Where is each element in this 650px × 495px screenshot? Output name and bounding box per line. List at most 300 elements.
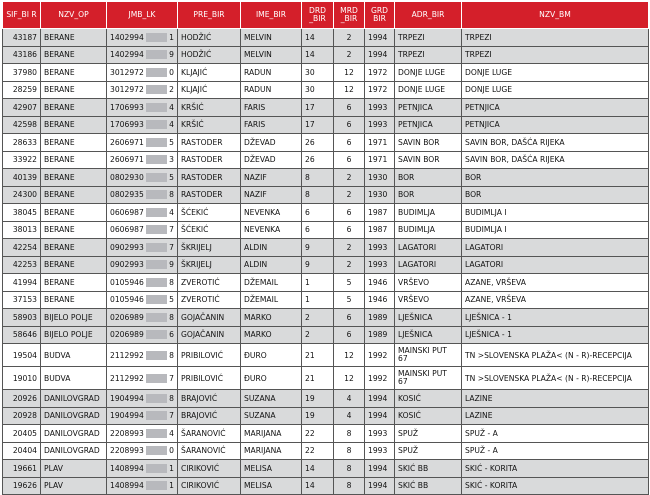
cell-jmb-lk [107,151,178,169]
header-sif-bir: SIF_BI R [3,2,41,29]
jmb-redaction [146,464,167,473]
cell-nzv-op: BERANE [41,99,107,117]
cell-nzv-bm: PETNJICA [462,116,649,134]
cell-mrd-bir: 12 [334,344,365,367]
cell-jmb-lk [107,326,178,344]
jmb-suffix: 5 [169,172,174,182]
cell-grd-bir: 1994 [365,390,395,408]
cell-mrd-bir: 4 [334,390,365,408]
cell-nzv-bm: LAZINE [462,407,649,425]
cell-grd-bir: 1992 [365,344,395,367]
cell-nzv-op: BERANE [41,274,107,292]
cell-pre-bir: RASTODER [178,134,241,152]
cell-drd-bir: 14 [302,46,334,64]
jmb-prefix: 0606987 [110,207,144,217]
cell-grd-bir: 1971 [365,134,395,152]
jmb-wrapper [110,120,174,129]
cell-sif-bir: 37980 [3,64,41,82]
jmb-redaction [146,446,167,455]
cell-ime-bir: NEVENKA [241,221,302,239]
table-row [3,407,649,425]
cell-grd-bir: 1993 [365,256,395,274]
cell-ime-bir: MELVIN [241,46,302,64]
cell-drd-bir: 2 [302,326,334,344]
jmb-redaction [146,103,167,112]
cell-drd-bir: 21 [302,367,334,390]
header-pre-bir: PRE_BIR [178,2,241,29]
cell-grd-bir: 1994 [365,477,395,495]
jmb-wrapper [110,225,174,234]
cell-jmb-lk [107,99,178,117]
table-row [3,204,649,222]
cell-mrd-bir: 8 [334,442,365,460]
jmb-suffix: 5 [169,137,174,147]
cell-sif-bir: 42907 [3,99,41,117]
cell-nzv-op: BERANE [41,81,107,99]
cell-nzv-op: PLAV [41,460,107,478]
cell-nzv-bm: BOR [462,169,649,187]
jmb-suffix: 5 [169,295,174,305]
cell-adr-bir: SKIĆ BB [395,460,462,478]
jmb-suffix: 1 [169,463,174,473]
cell-adr-bir: DONJE LUGE [395,64,462,82]
jmb-prefix: 2606971 [110,155,144,165]
cell-nzv-op: BUDVA [41,344,107,367]
jmb-prefix: 2112992 [110,350,144,360]
cell-drd-bir: 2 [302,309,334,327]
cell-grd-bir: 1992 [365,367,395,390]
cell-mrd-bir: 12 [334,81,365,99]
jmb-redaction [146,68,167,77]
jmb-prefix: 1904994 [110,411,144,421]
cell-adr-bir: PETNJICA [395,99,462,117]
jmb-wrapper [110,278,174,287]
cell-adr-bir: MAINSKI PUT 67 [395,367,462,390]
cell-nzv-bm: SAVIN BOR, DAŠĆA RIJEKA [462,151,649,169]
table-row [3,344,649,367]
cell-sif-bir: 19661 [3,460,41,478]
cell-drd-bir: 8 [302,169,334,187]
cell-ime-bir: MARKO [241,326,302,344]
jmb-wrapper [110,138,174,147]
cell-pre-bir: BRAJOVIĆ [178,390,241,408]
cell-sif-bir: 20404 [3,442,41,460]
cell-drd-bir: 21 [302,344,334,367]
table-row [3,151,649,169]
cell-mrd-bir: 6 [334,221,365,239]
cell-grd-bir: 1994 [365,46,395,64]
jmb-redaction [146,138,167,147]
cell-nzv-op: DANILOVGRAD [41,442,107,460]
jmb-wrapper [110,351,174,360]
cell-pre-bir: KRŠIĆ [178,116,241,134]
cell-jmb-lk [107,390,178,408]
cell-grd-bir: 1989 [365,309,395,327]
cell-adr-bir: LJEŠNICA [395,309,462,327]
cell-sif-bir: 43187 [3,29,41,47]
jmb-redaction [146,394,167,403]
cell-adr-bir: DONJE LUGE [395,81,462,99]
cell-pre-bir: RASTODER [178,169,241,187]
cell-mrd-bir: 8 [334,477,365,495]
jmb-redaction [146,155,167,164]
cell-pre-bir: KLJAJIĆ [178,64,241,82]
cell-pre-bir: PRIBILOVIĆ [178,344,241,367]
cell-adr-bir: SAVIN BOR [395,134,462,152]
cell-pre-bir: RASTODER [178,151,241,169]
cell-ime-bir: MARIJANA [241,442,302,460]
cell-jmb-lk [107,367,178,390]
jmb-prefix: 2606971 [110,137,144,147]
cell-sif-bir: 41994 [3,274,41,292]
cell-adr-bir: SPUŽ [395,425,462,443]
cell-mrd-bir: 8 [334,425,365,443]
cell-pre-bir: ŠĆEKIĆ [178,204,241,222]
cell-grd-bir: 1972 [365,81,395,99]
jmb-wrapper [110,394,174,403]
cell-adr-bir: VRŠEVO [395,274,462,292]
cell-nzv-bm: LAGATORI [462,256,649,274]
cell-mrd-bir: 6 [334,99,365,117]
jmb-prefix: 3012972 [110,67,144,77]
cell-nzv-bm: BUDIMLJA I [462,221,649,239]
jmb-suffix: 4 [169,102,174,112]
cell-jmb-lk [107,169,178,187]
jmb-suffix: 3 [169,155,174,165]
cell-ime-bir: NAZIF [241,169,302,187]
jmb-redaction [146,351,167,360]
table-row [3,425,649,443]
table-row [3,477,649,495]
cell-adr-bir: MAINSKI PUT 67 [395,344,462,367]
cell-nzv-bm: SKIĆ - KORITA [462,460,649,478]
cell-nzv-op: BIJELO POLJE [41,309,107,327]
cell-nzv-op: BERANE [41,29,107,47]
cell-ime-bir: MARIJANA [241,425,302,443]
jmb-wrapper [110,411,174,420]
cell-ime-bir: DŽEVAD [241,134,302,152]
cell-nzv-op: BERANE [41,256,107,274]
cell-pre-bir: HODŽIĆ [178,29,241,47]
jmb-suffix: 1 [169,32,174,42]
jmb-wrapper [110,155,174,164]
cell-mrd-bir: 5 [334,274,365,292]
jmb-suffix: 8 [169,350,174,360]
jmb-suffix: 8 [169,393,174,403]
cell-jmb-lk [107,344,178,367]
cell-grd-bir: 1993 [365,99,395,117]
cell-nzv-bm: SAVIN BOR, DAŠĆA RIJEKA [462,134,649,152]
cell-drd-bir: 1 [302,291,334,309]
cell-pre-bir: CIRIKOVIĆ [178,460,241,478]
cell-ime-bir: DŽEMAIL [241,274,302,292]
cell-nzv-bm: PETNJICA [462,99,649,117]
cell-adr-bir: VRŠEVO [395,291,462,309]
cell-jmb-lk [107,239,178,257]
jmb-wrapper [110,103,174,112]
cell-mrd-bir: 2 [334,46,365,64]
jmb-wrapper [110,481,174,490]
cell-ime-bir: ĐURO [241,367,302,390]
cell-drd-bir: 17 [302,99,334,117]
cell-drd-bir: 26 [302,151,334,169]
header-grd-bir: GRD BIR [365,2,395,29]
cell-sif-bir: 19504 [3,344,41,367]
header-mrd-bir: MRD _BIR [334,2,365,29]
cell-sif-bir: 33922 [3,151,41,169]
cell-drd-bir: 19 [302,407,334,425]
cell-nzv-op: BERANE [41,151,107,169]
cell-nzv-bm: DONJE LUGE [462,64,649,82]
cell-pre-bir: CIRIKOVIĆ [178,477,241,495]
cell-grd-bir: 1993 [365,116,395,134]
cell-adr-bir: KOSIĆ [395,407,462,425]
jmb-redaction [146,481,167,490]
cell-mrd-bir: 6 [334,204,365,222]
cell-drd-bir: 22 [302,425,334,443]
cell-nzv-bm: SPUŽ - A [462,425,649,443]
cell-sif-bir: 24300 [3,186,41,204]
table-row [3,239,649,257]
cell-grd-bir: 1987 [365,221,395,239]
jmb-redaction [146,374,167,383]
cell-pre-bir: ŠARANOVIĆ [178,425,241,443]
cell-adr-bir: KOSIĆ [395,390,462,408]
cell-pre-bir: ZVEROTIĆ [178,291,241,309]
cell-mrd-bir: 6 [334,309,365,327]
cell-ime-bir: MELISA [241,477,302,495]
jmb-wrapper [110,464,174,473]
cell-adr-bir: TRPEZI [395,29,462,47]
jmb-suffix: 4 [169,120,174,130]
cell-ime-bir: RADUN [241,64,302,82]
jmb-prefix: 2208993 [110,446,144,456]
cell-nzv-bm: AZANE, VRŠEVA [462,291,649,309]
table-row [3,390,649,408]
cell-drd-bir: 19 [302,390,334,408]
cell-grd-bir: 1987 [365,204,395,222]
cell-mrd-bir: 6 [334,134,365,152]
table-row [3,81,649,99]
jmb-suffix: 7 [169,411,174,421]
table-row [3,29,649,47]
cell-jmb-lk [107,309,178,327]
header-drd-bir: DRD _BIR [302,2,334,29]
cell-mrd-bir: 12 [334,64,365,82]
cell-sif-bir: 20405 [3,425,41,443]
jmb-redaction [146,173,167,182]
jmb-prefix: 0902993 [110,242,144,252]
jmb-suffix: 2 [169,85,174,95]
table-row [3,221,649,239]
cell-pre-bir: ŠKRIJELJ [178,239,241,257]
jmb-redaction [146,295,167,304]
jmb-redaction [146,208,167,217]
cell-ime-bir: NEVENKA [241,204,302,222]
cell-grd-bir: 1994 [365,29,395,47]
table-row [3,442,649,460]
cell-sif-bir: 58646 [3,326,41,344]
cell-jmb-lk [107,256,178,274]
cell-jmb-lk [107,46,178,64]
cell-pre-bir: GOJAČANIN [178,309,241,327]
cell-adr-bir: PETNJICA [395,116,462,134]
cell-ime-bir: MELVIN [241,29,302,47]
jmb-prefix: 1402994 [110,32,144,42]
cell-sif-bir: 28633 [3,134,41,152]
cell-nzv-bm: BOR [462,186,649,204]
cell-nzv-op: DANILOVGRAD [41,390,107,408]
cell-grd-bir: 1993 [365,442,395,460]
cell-pre-bir: PRIBILOVIĆ [178,367,241,390]
jmb-suffix: 6 [169,330,174,340]
table-row [3,367,649,390]
cell-drd-bir: 26 [302,134,334,152]
cell-nzv-op: BERANE [41,221,107,239]
jmb-wrapper [110,446,174,455]
cell-grd-bir: 1993 [365,425,395,443]
cell-sif-bir: 43186 [3,46,41,64]
jmb-wrapper [110,208,174,217]
cell-mrd-bir: 2 [334,29,365,47]
cell-ime-bir: MELISA [241,460,302,478]
cell-pre-bir: ŠĆEKIĆ [178,221,241,239]
cell-jmb-lk [107,477,178,495]
cell-ime-bir: SUZANA [241,407,302,425]
jmb-redaction [146,330,167,339]
cell-nzv-op: DANILOVGRAD [41,425,107,443]
table-row [3,460,649,478]
header-nzv-bm: NZV_BM [462,2,649,29]
cell-sif-bir: 19010 [3,367,41,390]
jmb-redaction [146,120,167,129]
jmb-suffix: 7 [169,373,174,383]
cell-nzv-bm: TRPEZI [462,29,649,47]
jmb-suffix: 8 [169,277,174,287]
cell-sif-bir: 38013 [3,221,41,239]
jmb-wrapper [110,173,174,182]
jmb-wrapper [110,50,174,59]
cell-jmb-lk [107,291,178,309]
cell-pre-bir: RASTODER [178,186,241,204]
table-row [3,169,649,187]
cell-nzv-op: BERANE [41,64,107,82]
cell-adr-bir: LAGATORI [395,239,462,257]
cell-grd-bir: 1994 [365,460,395,478]
jmb-prefix: 2112992 [110,373,144,383]
cell-mrd-bir: 8 [334,460,365,478]
cell-sif-bir: 42598 [3,116,41,134]
cell-mrd-bir: 4 [334,407,365,425]
cell-drd-bir: 22 [302,442,334,460]
cell-grd-bir: 1930 [365,186,395,204]
jmb-suffix: 0 [169,446,174,456]
cell-ime-bir: FARIS [241,99,302,117]
jmb-wrapper [110,330,174,339]
cell-nzv-bm: AZANE, VRŠEVA [462,274,649,292]
cell-jmb-lk [107,29,178,47]
cell-grd-bir: 1972 [365,64,395,82]
cell-sif-bir: 42253 [3,256,41,274]
cell-pre-bir: KLJAJIĆ [178,81,241,99]
cell-ime-bir: FARIS [241,116,302,134]
cell-nzv-op: BERANE [41,46,107,64]
cell-jmb-lk [107,64,178,82]
jmb-suffix: 4 [169,428,174,438]
jmb-redaction [146,278,167,287]
cell-adr-bir: TRPEZI [395,46,462,64]
jmb-wrapper [110,313,174,322]
cell-jmb-lk [107,81,178,99]
cell-adr-bir: LAGATORI [395,256,462,274]
jmb-prefix: 0206989 [110,330,144,340]
table-row [3,64,649,82]
cell-grd-bir: 1994 [365,407,395,425]
table-row [3,326,649,344]
cell-nzv-op: DANILOVGRAD [41,407,107,425]
cell-adr-bir: SPUŽ [395,442,462,460]
jmb-suffix: 7 [169,225,174,235]
jmb-wrapper [110,243,174,252]
cell-mrd-bir: 2 [334,186,365,204]
cell-nzv-op: BERANE [41,204,107,222]
cell-nzv-op: BIJELO POLJE [41,326,107,344]
table-row [3,99,649,117]
jmb-redaction [146,190,167,199]
cell-jmb-lk [107,204,178,222]
jmb-suffix: 9 [169,50,174,60]
cell-drd-bir: 9 [302,239,334,257]
cell-drd-bir: 6 [302,221,334,239]
cell-ime-bir: DŽEMAIL [241,291,302,309]
table-row [3,291,649,309]
cell-grd-bir: 1989 [365,326,395,344]
cell-grd-bir: 1930 [365,169,395,187]
cell-nzv-bm: DONJE LUGE [462,81,649,99]
jmb-redaction [146,260,167,269]
jmb-prefix: 0802930 [110,172,144,182]
cell-sif-bir: 20928 [3,407,41,425]
cell-pre-bir: HODŽIĆ [178,46,241,64]
header-nzv-op: NZV_OP [41,2,107,29]
cell-nzv-bm: LAZINE [462,390,649,408]
cell-ime-bir: SUZANA [241,390,302,408]
jmb-prefix: 0105946 [110,295,144,305]
cell-drd-bir: 14 [302,460,334,478]
jmb-prefix: 3012972 [110,85,144,95]
jmb-wrapper [110,190,174,199]
voter-records-table [2,1,649,495]
cell-nzv-op: BERANE [41,239,107,257]
jmb-redaction [146,85,167,94]
cell-ime-bir: RADUN [241,81,302,99]
cell-mrd-bir: 2 [334,239,365,257]
cell-ime-bir: ALDIN [241,256,302,274]
jmb-suffix: 7 [169,242,174,252]
cell-drd-bir: 9 [302,256,334,274]
cell-nzv-op: BERANE [41,291,107,309]
jmb-prefix: 1904994 [110,393,144,403]
table-row [3,274,649,292]
jmb-suffix: 4 [169,207,174,217]
cell-drd-bir: 1 [302,274,334,292]
jmb-wrapper [110,429,174,438]
jmb-wrapper [110,374,174,383]
table-body [3,29,649,495]
jmb-redaction [146,429,167,438]
jmb-suffix: 0 [169,67,174,77]
cell-jmb-lk [107,442,178,460]
